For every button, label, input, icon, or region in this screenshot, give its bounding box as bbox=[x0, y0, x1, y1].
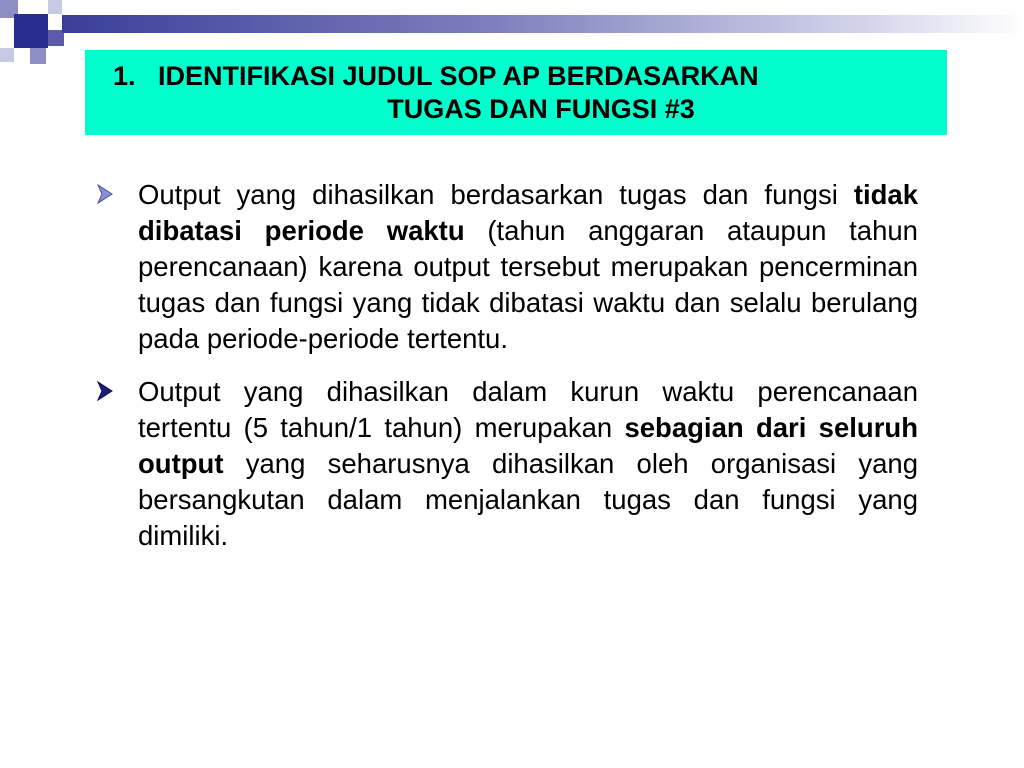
arrow-right-bullet-icon bbox=[94, 380, 116, 402]
bullet-item bbox=[92, 374, 918, 554]
decor-square bbox=[0, 48, 14, 62]
bullet-item bbox=[92, 177, 918, 357]
decor-square bbox=[30, 48, 46, 64]
title-text-1: IDENTIFIKASI JUDUL SOP AP BERDASARKAN bbox=[158, 61, 759, 91]
bullet-bold-text: tidak dibatasi periode waktu bbox=[138, 179, 918, 246]
bullet-bold-text: sebagian dari seluruh output bbox=[138, 412, 918, 479]
bullet-text: (tahun anggaran ataupun tahun perencanaan) karena output tersebut merupakan pencerminan tugas dan fungsi yang tidak dibatasi waktu dan selalu berulang pada periode-periode tertentu. bbox=[138, 215, 918, 354]
top-gradient-bar bbox=[62, 15, 1024, 33]
title-line-1 bbox=[85, 60, 947, 93]
bullet-text: Output yang dihasilkan berdasarkan tugas dan fungsi bbox=[138, 179, 854, 210]
arrow-right-bullet-icon bbox=[94, 183, 116, 205]
slide-title bbox=[85, 50, 947, 135]
decor-square bbox=[14, 14, 48, 48]
bullet-text: yang seharusnya dihasilkan oleh organisasi yang bersangkutan dalam menjalankan tugas dan fungsi yang dimiliki. bbox=[138, 448, 918, 551]
bullet-list bbox=[92, 177, 918, 571]
bullet-text: Output yang dihasilkan dalam kurun waktu perencanaan tertentu (5 tahun/1 tahun) merupakan bbox=[138, 376, 918, 443]
title-number: 1. bbox=[113, 61, 136, 91]
title-line-2: TUGAS DAN FUNGSI #3 bbox=[387, 94, 695, 124]
decor-square bbox=[48, 0, 62, 14]
